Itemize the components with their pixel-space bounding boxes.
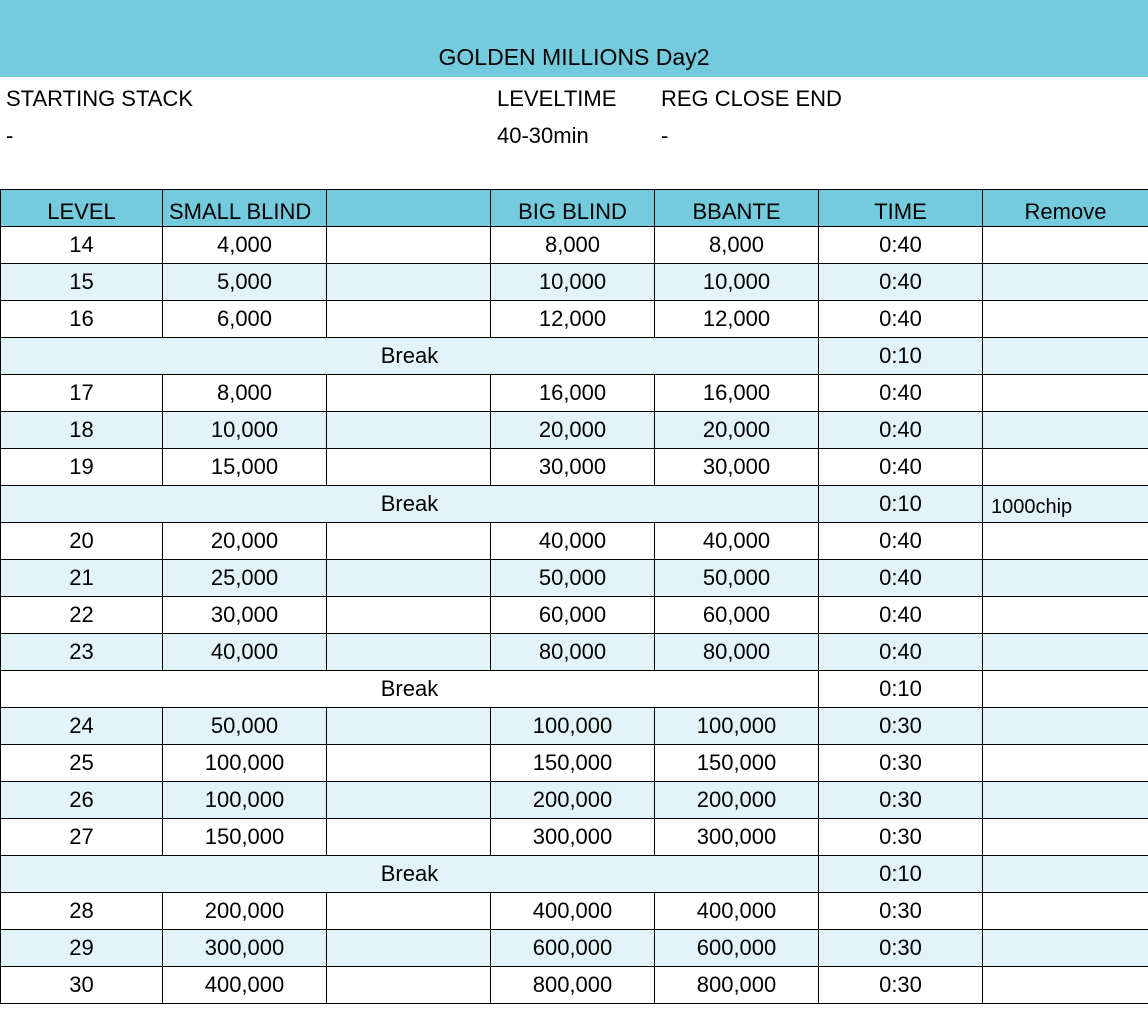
remove-cell xyxy=(983,264,1148,301)
bb-ante-cell: 40,000 xyxy=(655,523,819,560)
small-blind-cell: 150,000 xyxy=(163,819,327,856)
remove-cell xyxy=(983,338,1148,375)
reg-close-value: - xyxy=(661,123,669,148)
time-cell: 0:10 xyxy=(819,671,983,708)
blank-cell xyxy=(327,634,491,671)
time-cell: 0:40 xyxy=(819,227,983,264)
bb-ante-cell: 8,000 xyxy=(655,227,819,264)
blank-cell xyxy=(327,930,491,967)
level-cell: 19 xyxy=(1,449,163,486)
big-blind-cell: 100,000 xyxy=(491,708,655,745)
level-row xyxy=(1,782,1148,819)
blank-cell xyxy=(327,597,491,634)
blank-cell xyxy=(327,301,491,338)
big-blind-cell: 8,000 xyxy=(491,227,655,264)
level-row xyxy=(1,449,1148,486)
big-blind-cell: 30,000 xyxy=(491,449,655,486)
blank-cell xyxy=(327,708,491,745)
big-blind-cell: 400,000 xyxy=(491,893,655,930)
remove-cell xyxy=(983,301,1148,338)
time-cell: 0:40 xyxy=(819,560,983,597)
bb-ante-cell: 400,000 xyxy=(655,893,819,930)
small-blind-cell: 20,000 xyxy=(163,523,327,560)
blank-cell xyxy=(327,782,491,819)
level-cell: 14 xyxy=(1,227,163,264)
small-blind-cell: 50,000 xyxy=(163,708,327,745)
level-time-label: LEVELTIME xyxy=(497,86,617,111)
small-blind-cell: 100,000 xyxy=(163,782,327,819)
reg-close-label: REG CLOSE END xyxy=(661,86,842,111)
big-blind-cell: 600,000 xyxy=(491,930,655,967)
level-cell: 25 xyxy=(1,745,163,782)
small-blind-cell: 300,000 xyxy=(163,930,327,967)
time-cell: 0:40 xyxy=(819,412,983,449)
level-row xyxy=(1,227,1148,264)
time-cell: 0:40 xyxy=(819,634,983,671)
remove-cell xyxy=(983,449,1148,486)
bb-ante-cell: 30,000 xyxy=(655,449,819,486)
break-row xyxy=(1,671,1148,708)
time-cell: 0:40 xyxy=(819,301,983,338)
small-blind-cell: 100,000 xyxy=(163,745,327,782)
blank-cell xyxy=(327,745,491,782)
header-remove: Remove xyxy=(983,190,1148,227)
big-blind-cell: 50,000 xyxy=(491,560,655,597)
remove-cell xyxy=(983,523,1148,560)
time-cell: 0:30 xyxy=(819,745,983,782)
bb-ante-cell: 50,000 xyxy=(655,560,819,597)
time-cell: 0:10 xyxy=(819,338,983,375)
big-blind-cell: 200,000 xyxy=(491,782,655,819)
blank-cell xyxy=(327,560,491,597)
remove-cell xyxy=(983,560,1148,597)
break-label-cell: Break xyxy=(1,671,819,708)
time-cell: 0:10 xyxy=(819,856,983,893)
time-cell: 0:40 xyxy=(819,264,983,301)
big-blind-cell: 150,000 xyxy=(491,745,655,782)
small-blind-cell: 200,000 xyxy=(163,893,327,930)
level-row xyxy=(1,819,1148,856)
remove-cell xyxy=(983,856,1148,893)
big-blind-cell: 12,000 xyxy=(491,301,655,338)
remove-cell xyxy=(983,782,1148,819)
level-row xyxy=(1,708,1148,745)
small-blind-cell: 6,000 xyxy=(163,301,327,338)
small-blind-cell: 4,000 xyxy=(163,227,327,264)
level-cell: 28 xyxy=(1,893,163,930)
level-cell: 30 xyxy=(1,967,163,1004)
break-label-cell: Break xyxy=(1,856,819,893)
level-cell: 24 xyxy=(1,708,163,745)
level-row xyxy=(1,560,1148,597)
blank-cell xyxy=(327,412,491,449)
break-row xyxy=(1,486,1148,523)
blank-cell xyxy=(327,227,491,264)
big-blind-cell: 60,000 xyxy=(491,597,655,634)
starting-stack-value: - xyxy=(6,123,14,148)
bb-ante-cell: 800,000 xyxy=(655,967,819,1004)
remove-cell xyxy=(983,412,1148,449)
level-cell: 27 xyxy=(1,819,163,856)
small-blind-cell: 8,000 xyxy=(163,375,327,412)
level-cell: 16 xyxy=(1,301,163,338)
blank-cell xyxy=(327,264,491,301)
sheet-title: GOLDEN MILLIONS Day2 xyxy=(438,44,710,70)
level-cell: 17 xyxy=(1,375,163,412)
remove-cell: 1000chip xyxy=(983,486,1148,523)
remove-cell xyxy=(983,227,1148,264)
level-row xyxy=(1,597,1148,634)
header-row xyxy=(1,190,1148,227)
blank-cell xyxy=(327,523,491,560)
big-blind-cell: 10,000 xyxy=(491,264,655,301)
starting-stack-label: STARTING STACK xyxy=(6,86,194,111)
level-cell: 20 xyxy=(1,523,163,560)
level-cell: 22 xyxy=(1,597,163,634)
time-cell: 0:30 xyxy=(819,930,983,967)
header-small-blind: SMALL BLIND xyxy=(163,190,327,227)
bb-ante-cell: 16,000 xyxy=(655,375,819,412)
bb-ante-cell: 100,000 xyxy=(655,708,819,745)
level-cell: 29 xyxy=(1,930,163,967)
break-label-cell: Break xyxy=(1,486,819,523)
small-blind-cell: 10,000 xyxy=(163,412,327,449)
small-blind-cell: 40,000 xyxy=(163,634,327,671)
bb-ante-cell: 150,000 xyxy=(655,745,819,782)
level-cell: 18 xyxy=(1,412,163,449)
time-cell: 0:40 xyxy=(819,449,983,486)
bb-ante-cell: 200,000 xyxy=(655,782,819,819)
level-row xyxy=(1,745,1148,782)
time-cell: 0:40 xyxy=(819,597,983,634)
remove-cell xyxy=(983,634,1148,671)
level-cell: 15 xyxy=(1,264,163,301)
header-blank xyxy=(327,190,491,227)
bb-ante-cell: 10,000 xyxy=(655,264,819,301)
break-row xyxy=(1,856,1148,893)
bb-ante-cell: 60,000 xyxy=(655,597,819,634)
header-big-blind: BIG BLIND xyxy=(491,190,655,227)
level-cell: 21 xyxy=(1,560,163,597)
level-row xyxy=(1,523,1148,560)
time-cell: 0:30 xyxy=(819,819,983,856)
level-time-value: 40-30min xyxy=(497,123,589,148)
remove-cell xyxy=(983,671,1148,708)
remove-cell xyxy=(983,930,1148,967)
schedule-body xyxy=(1,227,1148,1004)
level-row xyxy=(1,264,1148,301)
remove-cell xyxy=(983,597,1148,634)
bb-ante-cell: 80,000 xyxy=(655,634,819,671)
bb-ante-cell: 600,000 xyxy=(655,930,819,967)
time-cell: 0:40 xyxy=(819,523,983,560)
bb-ante-cell: 300,000 xyxy=(655,819,819,856)
header-bb-ante: BBANTE xyxy=(655,190,819,227)
level-cell: 23 xyxy=(1,634,163,671)
blank-cell xyxy=(327,449,491,486)
blank-cell xyxy=(327,819,491,856)
big-blind-cell: 800,000 xyxy=(491,967,655,1004)
time-cell: 0:30 xyxy=(819,967,983,1004)
time-cell: 0:10 xyxy=(819,486,983,523)
time-cell: 0:30 xyxy=(819,782,983,819)
big-blind-cell: 16,000 xyxy=(491,375,655,412)
remove-cell xyxy=(983,893,1148,930)
small-blind-cell: 15,000 xyxy=(163,449,327,486)
blank-cell xyxy=(327,893,491,930)
big-blind-cell: 80,000 xyxy=(491,634,655,671)
level-row xyxy=(1,930,1148,967)
small-blind-cell: 400,000 xyxy=(163,967,327,1004)
blind-schedule-table xyxy=(0,189,1148,1004)
remove-cell xyxy=(983,708,1148,745)
bb-ante-cell: 20,000 xyxy=(655,412,819,449)
time-cell: 0:30 xyxy=(819,708,983,745)
header-time: TIME xyxy=(819,190,983,227)
blank-cell xyxy=(327,967,491,1004)
level-row xyxy=(1,301,1148,338)
small-blind-cell: 30,000 xyxy=(163,597,327,634)
level-row xyxy=(1,893,1148,930)
big-blind-cell: 40,000 xyxy=(491,523,655,560)
blank-cell xyxy=(327,375,491,412)
remove-cell xyxy=(983,745,1148,782)
big-blind-cell: 300,000 xyxy=(491,819,655,856)
remove-cell xyxy=(983,967,1148,1004)
remove-cell xyxy=(983,819,1148,856)
remove-cell xyxy=(983,375,1148,412)
level-row xyxy=(1,375,1148,412)
small-blind-cell: 5,000 xyxy=(163,264,327,301)
break-row xyxy=(1,338,1148,375)
level-row xyxy=(1,967,1148,1004)
level-row xyxy=(1,412,1148,449)
small-blind-cell: 25,000 xyxy=(163,560,327,597)
header-level: LEVEL xyxy=(1,190,163,227)
level-row xyxy=(1,634,1148,671)
break-label-cell: Break xyxy=(1,338,819,375)
time-cell: 0:30 xyxy=(819,893,983,930)
time-cell: 0:40 xyxy=(819,375,983,412)
big-blind-cell: 20,000 xyxy=(491,412,655,449)
bb-ante-cell: 12,000 xyxy=(655,301,819,338)
level-cell: 26 xyxy=(1,782,163,819)
